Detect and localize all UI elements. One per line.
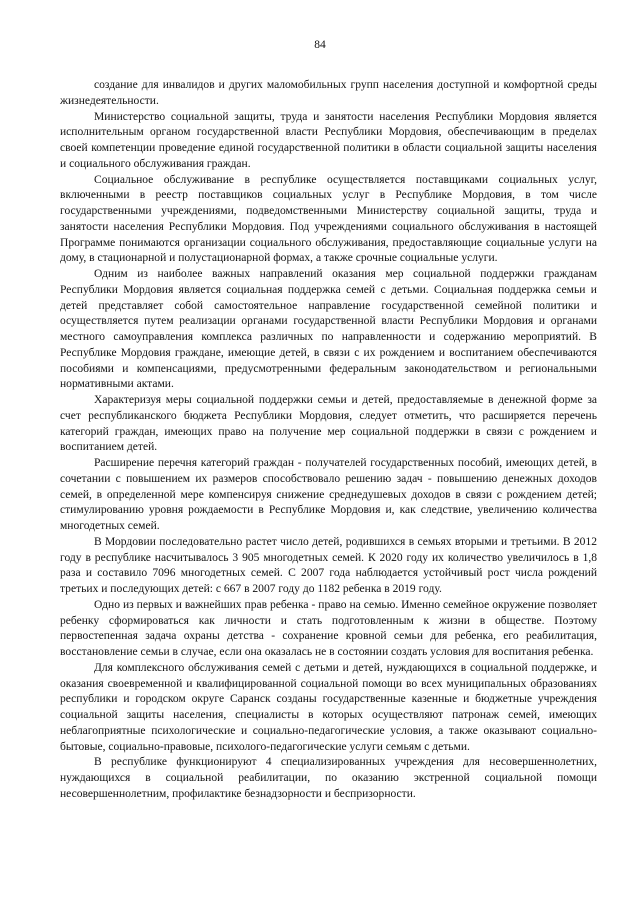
paragraph: Расширение перечня категорий граждан - получателей государственных пособий, имеющих детей, в сочетании с повышением их размеров способствовало решению задач - повышению денежных доходов семей, в определенной мере компенсируя снижение среднедушевых доходов в связи с рождением детей; стимулированию уровня рождаемости в Республике Мордовия и, как следствие, увеличению количества многодетных семей. [60, 457, 597, 532]
body-text [60, 78, 597, 803]
paragraph: создание для инвалидов и других маломобильных групп населения доступной и комфортной среды жизнедеятельности. [60, 79, 597, 107]
page-number: 84 [314, 39, 326, 51]
paragraph: Министерство социальной защиты, труда и занятости населения Республики Мордовия является исполнительным органом государственной власти Республики Мордовия, обеспечивающим в пределах своей компетенции проведение единой государственной политики в области социальной защиты населения и социального обслуживания граждан. [60, 110, 597, 170]
paragraph: Одним из наиболее важных направлений оказания мер социальной поддержки гражданам Республики Мордовия является социальная поддержка семей с детьми. Социальная поддержка семьи и детей представляет собой самостоятельное направление государственной семейной политики и осуществляется путем реализации органами государственной власти Республики Мордовия и органами местного самоуправления комплекса различных по направленности и содержанию мероприятий. В Республике Мордовия граждане, имеющие детей, в связи с их рождением и воспитанием обеспечиваются пособиями и компенсациями, предусмотренными федеральным законодательством и региональными нормативными актами. [60, 268, 597, 391]
paragraph: Для комплексного обслуживания семей с детьми и детей, нуждающихся в социальной поддержке, и оказания своевременной и квалифицированной социальной помощи во всех муниципальных образованиях республики и городском округе Саранск созданы государственные казенные и бюджетные учреждения социальной защиты населения, специалисты в которых осуществляют патронаж семей, имеющих неблагоприятные психологические и социально-педагогические условия, а также оказывают социально-бытовые, социально-правовые, психолого-педагогические услуги семьям с детьми. [60, 661, 597, 753]
paragraph: Социальное обслуживание в республике осуществляется поставщиками социальных услуг, включенными в реестр поставщиков социальных услуг в Республике Мордовия, в том числе государственными учреждениями, подведомственными Министерству социальной защиты, труда и занятости населения Республики Мордовия. Под учреждениями социального обслуживания в настоящей Программе понимаются организации социального обслуживания, предоставляющие социальные услуги на дому, в стационарной и полустационарной формах, а также срочные социальные услуги. [60, 173, 597, 265]
paragraph: В республике функционируют 4 специализированных учреждения для несовершеннолетних, нуждающихся в социальной реабилитации, по оказанию экстренной социальной помощи несовершеннолетним, профилактике безнадзорности и беспризорности. [60, 756, 597, 800]
paragraph: Характеризуя меры социальной поддержки семьи и детей, предоставляемые в денежной форме за счет республиканского бюджета Республики Мордовия, следует отметить, что расширяется перечень категорий граждан, имеющих право на получение мер социальной поддержки в связи с рождением и воспитанием детей. [60, 394, 597, 454]
paragraph: Одно из первых и важнейших прав ребенка - право на семью. Именно семейное окружение позволяет ребенку сформироваться как личности и стать подготовленным к жизни в обществе. Поэтому первостепенная задача охраны детства - сохранение кровной семьи для ребенка, его реабилитация, восстановление семьи в случае, если она оказалась не в состоянии создать условия для воспитания ребенка. [60, 598, 597, 658]
paragraph: В Мордовии последовательно растет число детей, родившихся в семьях вторыми и третьими. В 2012 году в республике насчитывалось 3 905 многодетных семей. К 2020 году их количество увеличилось в 1,8 раза и составило 7096 многодетных семей. С 2007 года наблюдается устойчивый рост числа рождений третьих и последующих детей: с 667 в 2007 году до 1182 ребенка в 2019 году. [60, 535, 597, 595]
